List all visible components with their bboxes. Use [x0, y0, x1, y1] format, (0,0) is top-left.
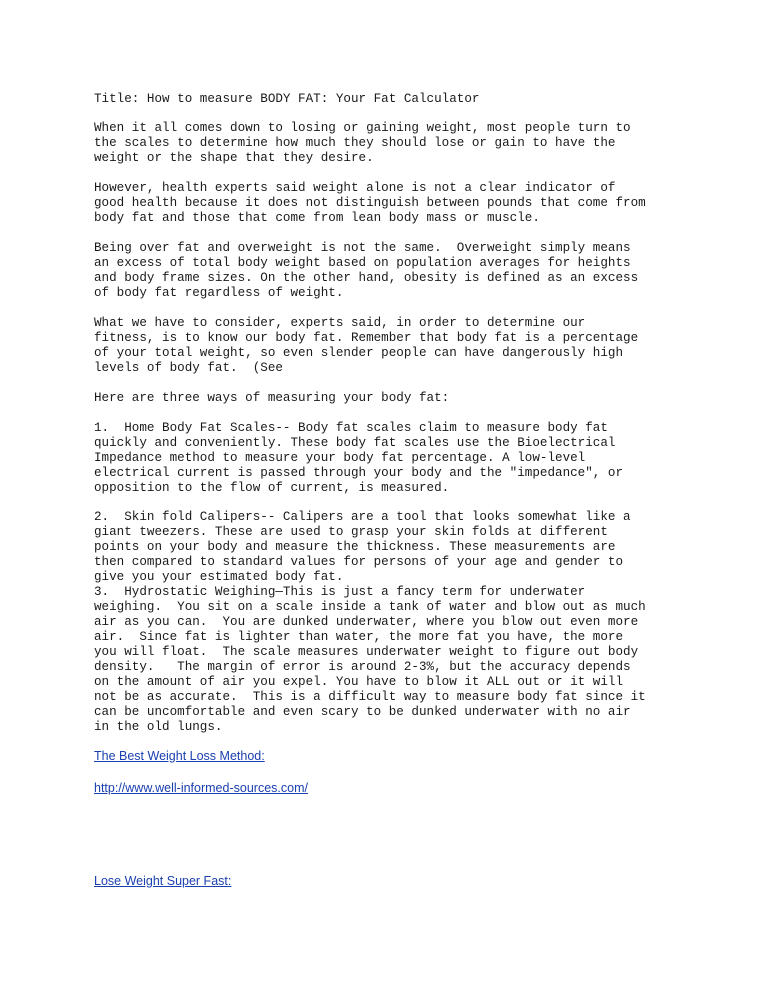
paragraph-intro: When it all comes down to losing or gaining weight, most people turn to the scales to determine how much they should lose or gain to have the weight or the shape that they desire.: [94, 121, 631, 165]
link-well-informed-sources-url[interactable]: http://www.well-informed-sources.com/: [94, 781, 308, 795]
list-item-body-fat-scales: 1. Home Body Fat Scales-- Body fat scales claim to measure body fat quickly and conveniently. These body fat scales use the Bioelectrical Impedance method to measure your body fat percentage. A low-level electrical current is passed through your body and the "impedance", or opposition to the flow of current, is measured.: [94, 421, 624, 495]
link-best-weight-loss-method[interactable]: The Best Weight Loss Method:: [94, 749, 265, 763]
link-lose-weight-super-fast[interactable]: Lose Weight Super Fast:: [94, 874, 232, 888]
paragraph-health-experts: However, health experts said weight alone is not a clear indicator of good health because it does not distinguish between pounds that come from body fat and those that come from lean body mass or muscle.: [94, 181, 646, 225]
list-item-calipers-hydrostatic: 2. Skin fold Calipers-- Calipers are a tool that looks somewhat like a giant tweezers. These are used to grasp your skin folds at different points on your body and measure the thickness. These measurements are then compared to standard values for persons of your age and gender to give you your estimated body fat. 3. Hydrostatic Weighing—This is just a fancy term for underwater weighing. You sit on a scale inside a tank of water and blow out as much air as you can. You are dunked underwater, where you blow out even more air. Since fat is lighter than water, the more fat you have, the more you will float. The scale measures underwater weight to figure out body density. The margin of error is around 2-3%, but the accuracy depends on the amount of air you expel. You have to blow it ALL out or it will not be as accurate. This is a difficult way to measure body fat since it can be uncomfortable and even scary to be dunked underwater with no air in the old lungs.: [94, 510, 646, 734]
document-title: Title: How to measure BODY FAT: Your Fat Calculator: [94, 92, 480, 106]
paragraph-three-ways-intro: Here are three ways of measuring your body fat:: [94, 391, 450, 405]
paragraph-overfat-overweight: Being over fat and overweight is not the same. Overweight simply means an excess of total body weight based on population averages for heights and body frame sizes. On the other hand, obesity is defined as an excess of body fat regardless of weight.: [94, 241, 639, 300]
paragraph-body-fat-percentage: What we have to consider, experts said, in order to determine our fitness, is to know our body fat. Remember that body fat is a percentage of your total weight, so even slender people can have dangerously high levels of body fat. (See: [94, 316, 639, 375]
